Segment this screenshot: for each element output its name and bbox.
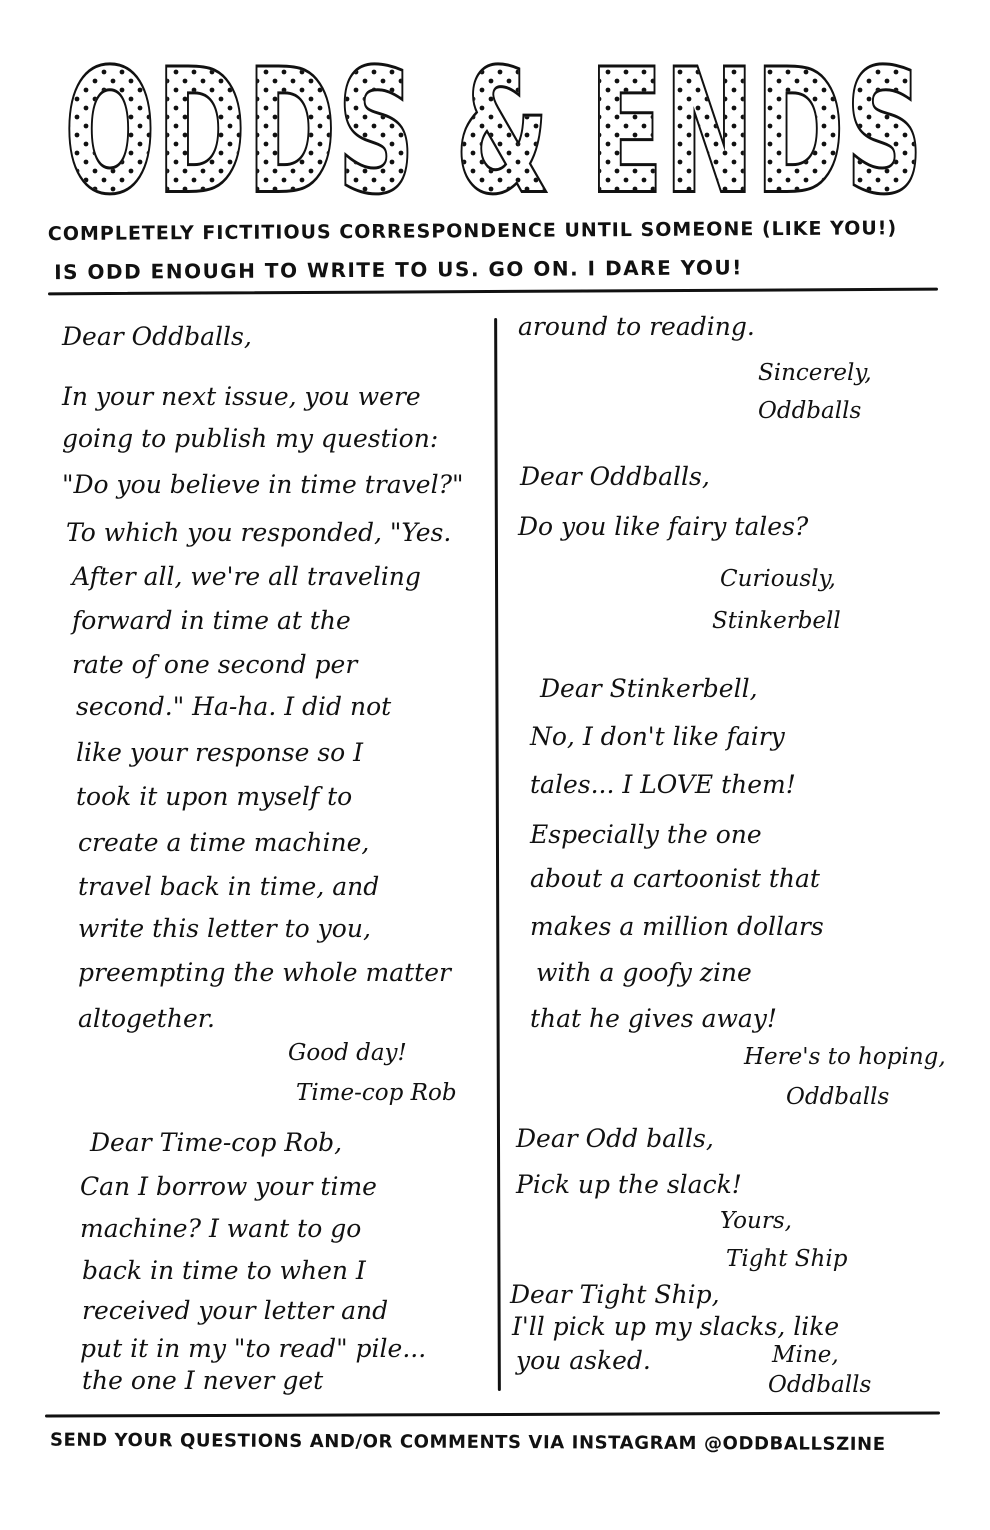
reply2-line: that he gives away! bbox=[530, 1004, 777, 1033]
reply3-line: I'll pick up my slacks, like bbox=[512, 1312, 840, 1341]
letter1-line: took it upon myself to bbox=[76, 782, 353, 811]
reply3-signature: Oddballs bbox=[768, 1372, 872, 1398]
letter3-signature: Tight Ship bbox=[726, 1246, 848, 1272]
letter2-closing: Curiously, bbox=[720, 566, 836, 592]
reply1-line: put it in my "to read" pile... bbox=[80, 1334, 427, 1363]
reply3-line: you asked. bbox=[516, 1346, 651, 1375]
reply3-salutation: Dear Tight Ship, bbox=[510, 1280, 720, 1309]
masthead-subtitle bbox=[48, 209, 949, 291]
reply2-line: makes a million dollars bbox=[530, 912, 824, 941]
masthead-title-dots: ODDS & ENDS bbox=[65, 40, 925, 220]
letter2-signature: Stinkerbell bbox=[712, 608, 841, 634]
letter2-salutation: Dear Oddballs, bbox=[520, 462, 710, 491]
letter1-line: create a time machine, bbox=[78, 828, 370, 857]
letter1-closing: Good day! bbox=[288, 1040, 407, 1066]
subtitle-line-1: COMPLETELY FICTITIOUS CORRESPONDENCE UNTIL SOMEONE (LIKE YOU!) bbox=[47, 217, 898, 246]
reply1-salutation: Dear Time-cop Rob, bbox=[90, 1128, 343, 1157]
reply1-signature: Oddballs bbox=[758, 398, 862, 424]
letter1-line: preempting the whole matter bbox=[78, 958, 451, 987]
letter1-line: In your next issue, you were bbox=[62, 382, 421, 411]
letter1-line: To which you responded, "Yes. bbox=[66, 518, 452, 547]
reply1-line: Can I borrow your time bbox=[80, 1172, 377, 1201]
reply2-line: No, I don't like fairy bbox=[530, 722, 785, 751]
masthead-title: ODDS & ENDS bbox=[65, 40, 925, 220]
reply2-signature: Oddballs bbox=[786, 1084, 890, 1110]
subtitle-line-2: IS ODD ENOUGH TO WRITE TO US. GO ON. I DARE YOU! bbox=[54, 255, 743, 285]
letter1-line: After all, we're all traveling bbox=[72, 562, 421, 591]
letter1-line: forward in time at the bbox=[72, 606, 351, 635]
letter2-line: Do you like fairy tales? bbox=[518, 512, 809, 541]
letter1-line: write this letter to you, bbox=[78, 914, 371, 943]
letter1-line: second." Ha-ha. I did not bbox=[76, 692, 392, 721]
masthead bbox=[0, 40, 990, 220]
letter1-line: "Do you believe in time travel?" bbox=[62, 470, 464, 499]
letter1-line: travel back in time, and bbox=[78, 872, 380, 901]
footer-cta: SEND YOUR QUESTIONS AND/OR COMMENTS VIA INSTAGRAM @ODDBALLSZINE bbox=[49, 1429, 886, 1456]
bottom-divider bbox=[45, 1411, 940, 1417]
letter3-salutation: Dear Odd balls, bbox=[516, 1124, 714, 1153]
letter3-closing: Yours, bbox=[720, 1208, 792, 1234]
reply1-continued-line: around to reading. bbox=[518, 312, 755, 341]
reply2-line: about a cartoonist that bbox=[530, 864, 820, 893]
letter1-line: altogether. bbox=[78, 1004, 215, 1033]
reply1-line: machine? I want to go bbox=[80, 1214, 362, 1243]
reply2-salutation: Dear Stinkerbell, bbox=[540, 674, 758, 703]
letter1-signature: Time-cop Rob bbox=[296, 1080, 457, 1106]
reply2-line: with a goofy zine bbox=[536, 958, 752, 987]
letter1-line: rate of one second per bbox=[72, 650, 358, 679]
masthead-title-graphic bbox=[0, 40, 990, 220]
letter1-line: going to publish my question: bbox=[62, 424, 439, 453]
letter1-line: like your response so I bbox=[76, 738, 364, 767]
reply1-closing: Sincerely, bbox=[758, 360, 872, 386]
reply3-closing: Mine, bbox=[772, 1342, 839, 1368]
column-divider bbox=[494, 318, 501, 1391]
letter1-salutation: Dear Oddballs, bbox=[62, 322, 252, 351]
reply2-closing: Here's to hoping, bbox=[744, 1044, 946, 1070]
letter3-line: Pick up the slack! bbox=[516, 1170, 742, 1199]
reply1-line: the one I never get bbox=[82, 1366, 324, 1395]
reply2-line: tales... I LOVE them! bbox=[530, 770, 796, 799]
reply1-line: back in time to when I bbox=[82, 1256, 366, 1285]
reply2-line: Especially the one bbox=[530, 820, 762, 849]
reply1-line: received your letter and bbox=[82, 1296, 389, 1325]
